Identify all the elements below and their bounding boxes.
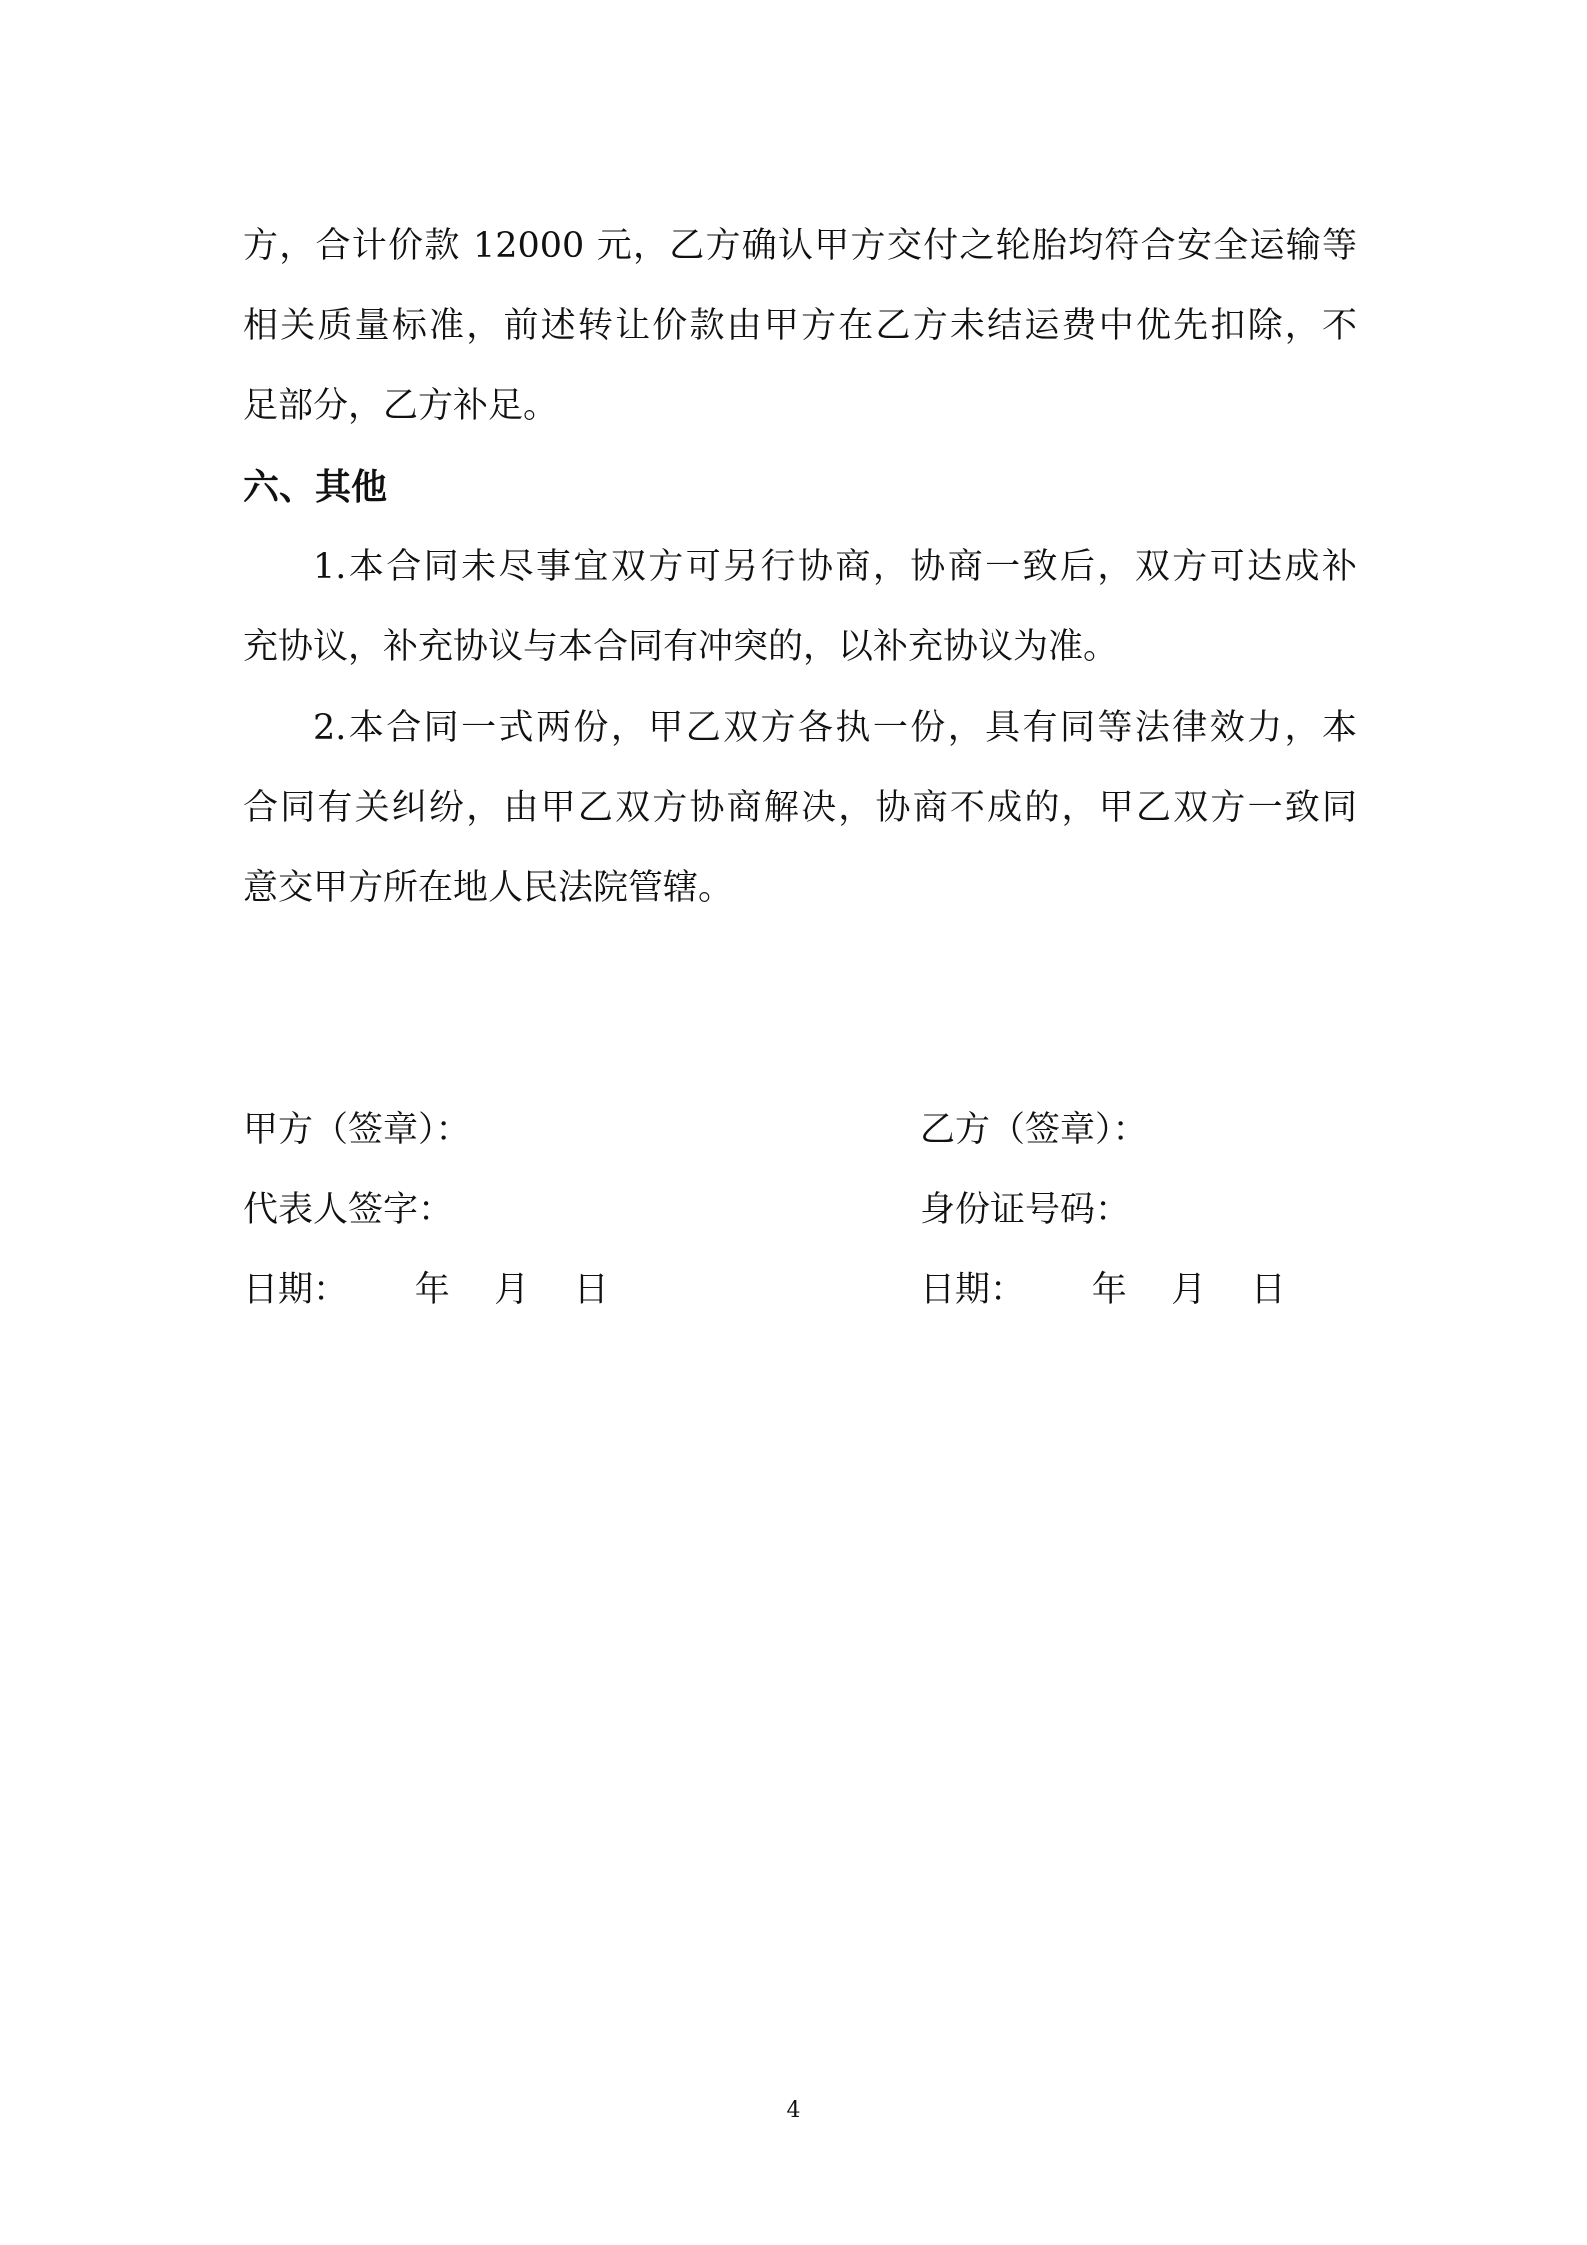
party-a-seal-label: 甲方（签章）：: [243, 1110, 471, 1150]
clause-1-line: 充协议，补充协议与本合同有冲突的，以补充协议为准。: [243, 627, 1119, 667]
party-a-representative-label: 代表人签字：: [243, 1190, 454, 1230]
clause-2-line: 意交甲方所在地人民法院管辖。: [243, 868, 734, 908]
paragraph-line: 相关质量标准，前述转让价款由甲方在乙方未结运费中优先扣除，不: [243, 306, 1357, 346]
party-b-date-label: 日期： 年 月 日: [920, 1270, 1286, 1310]
party-b-id-number-label: 身份证号码：: [920, 1190, 1131, 1230]
party-a-date-label: 日期： 年 月 日: [243, 1270, 609, 1310]
party-b-seal-label: 乙方（签章）：: [920, 1110, 1148, 1150]
clause-2-line: 2.本合同一式两份，甲乙双方各执一份，具有同等法律效力，本: [313, 708, 1357, 748]
page-number: 4: [786, 2098, 801, 2123]
paragraph-line: 足部分，乙方补足。: [243, 386, 559, 426]
paragraph-line: 方，合计价款 12000 元，乙方确认甲方交付之轮胎均符合安全运输等: [243, 226, 1357, 266]
clause-1-line: 1.本合同未尽事宜双方可另行协商，协商一致后，双方可达成补: [313, 547, 1357, 587]
clause-2-line: 合同有关纠纷，由甲乙双方协商解决，协商不成的，甲乙双方一致同: [243, 788, 1357, 828]
section-heading: 六、其他: [243, 466, 388, 508]
